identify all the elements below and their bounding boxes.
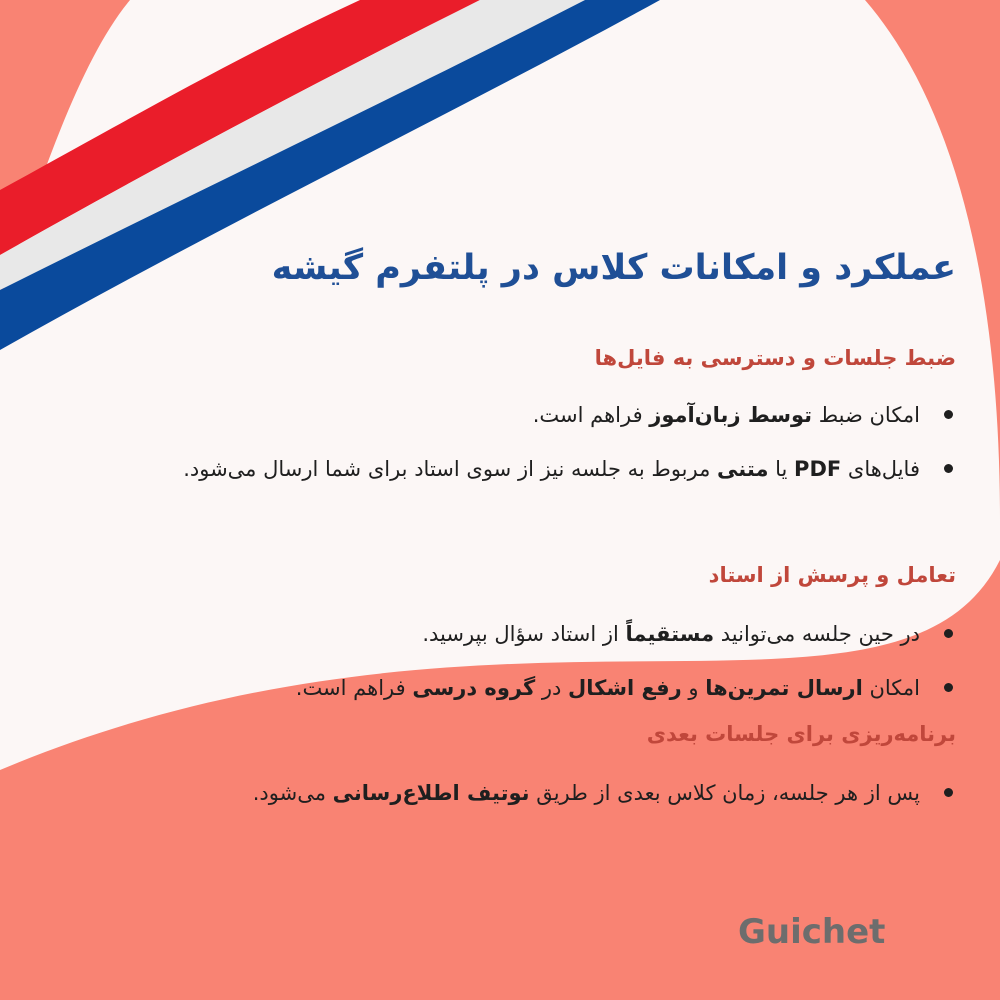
- bullet-item: [140, 607, 956, 661]
- bullet-list: [140, 766, 956, 820]
- page-title: عملکرد و امکانات کلاس در پلتفرم گیشه: [271, 248, 956, 288]
- bullet-item: [140, 388, 956, 442]
- text: در حین جلسه می‌توانید: [714, 622, 920, 646]
- bold-text: گروه درسی: [412, 676, 536, 700]
- bold-text: توسط زبان‌آموز: [649, 403, 813, 427]
- bullet-item: [140, 661, 956, 715]
- text: مربوط به جلسه نیز از سوی استاد برای شما ارسال می‌شود.: [183, 457, 718, 481]
- bullet-list: [140, 388, 956, 496]
- text: فایل‌های: [841, 457, 920, 481]
- text: در: [535, 676, 569, 700]
- text: امکان ضبط: [812, 403, 920, 427]
- bold-text: متنی: [717, 457, 769, 481]
- text: پس از هر جلسه، زمان کلاس بعدی از طریق: [529, 781, 920, 805]
- section-heading: ضبط جلسات و دسترسی به فایل‌ها: [594, 346, 956, 370]
- text: فراهم است.: [532, 403, 650, 427]
- text: و: [681, 676, 706, 700]
- text: امکان: [862, 676, 920, 700]
- section-heading: برنامه‌ریزی برای جلسات بعدی: [646, 722, 956, 746]
- text: فراهم است.: [295, 676, 413, 700]
- bold-text: ارسال تمرین‌ها: [705, 676, 863, 700]
- text: از استاد سؤال بپرسید.: [422, 622, 626, 646]
- section-planning: [140, 722, 956, 820]
- bold-text: مستقیماً: [625, 622, 715, 646]
- text: می‌شود.: [252, 781, 333, 805]
- section-heading: تعامل و پرسش از استاد: [708, 563, 956, 587]
- bullet-item: [140, 442, 956, 496]
- bullet-list: [140, 607, 956, 715]
- text: یا: [768, 457, 795, 481]
- bold-text: نوتیف اطلاع‌رسانی: [332, 781, 530, 805]
- brand-logo: Guichet: [738, 912, 886, 952]
- bold-text: رفع اشکال: [568, 676, 682, 700]
- bold-text: PDF: [794, 457, 842, 481]
- section-recording: [140, 346, 956, 496]
- bullet-item: [140, 766, 956, 820]
- section-interaction: [140, 563, 956, 715]
